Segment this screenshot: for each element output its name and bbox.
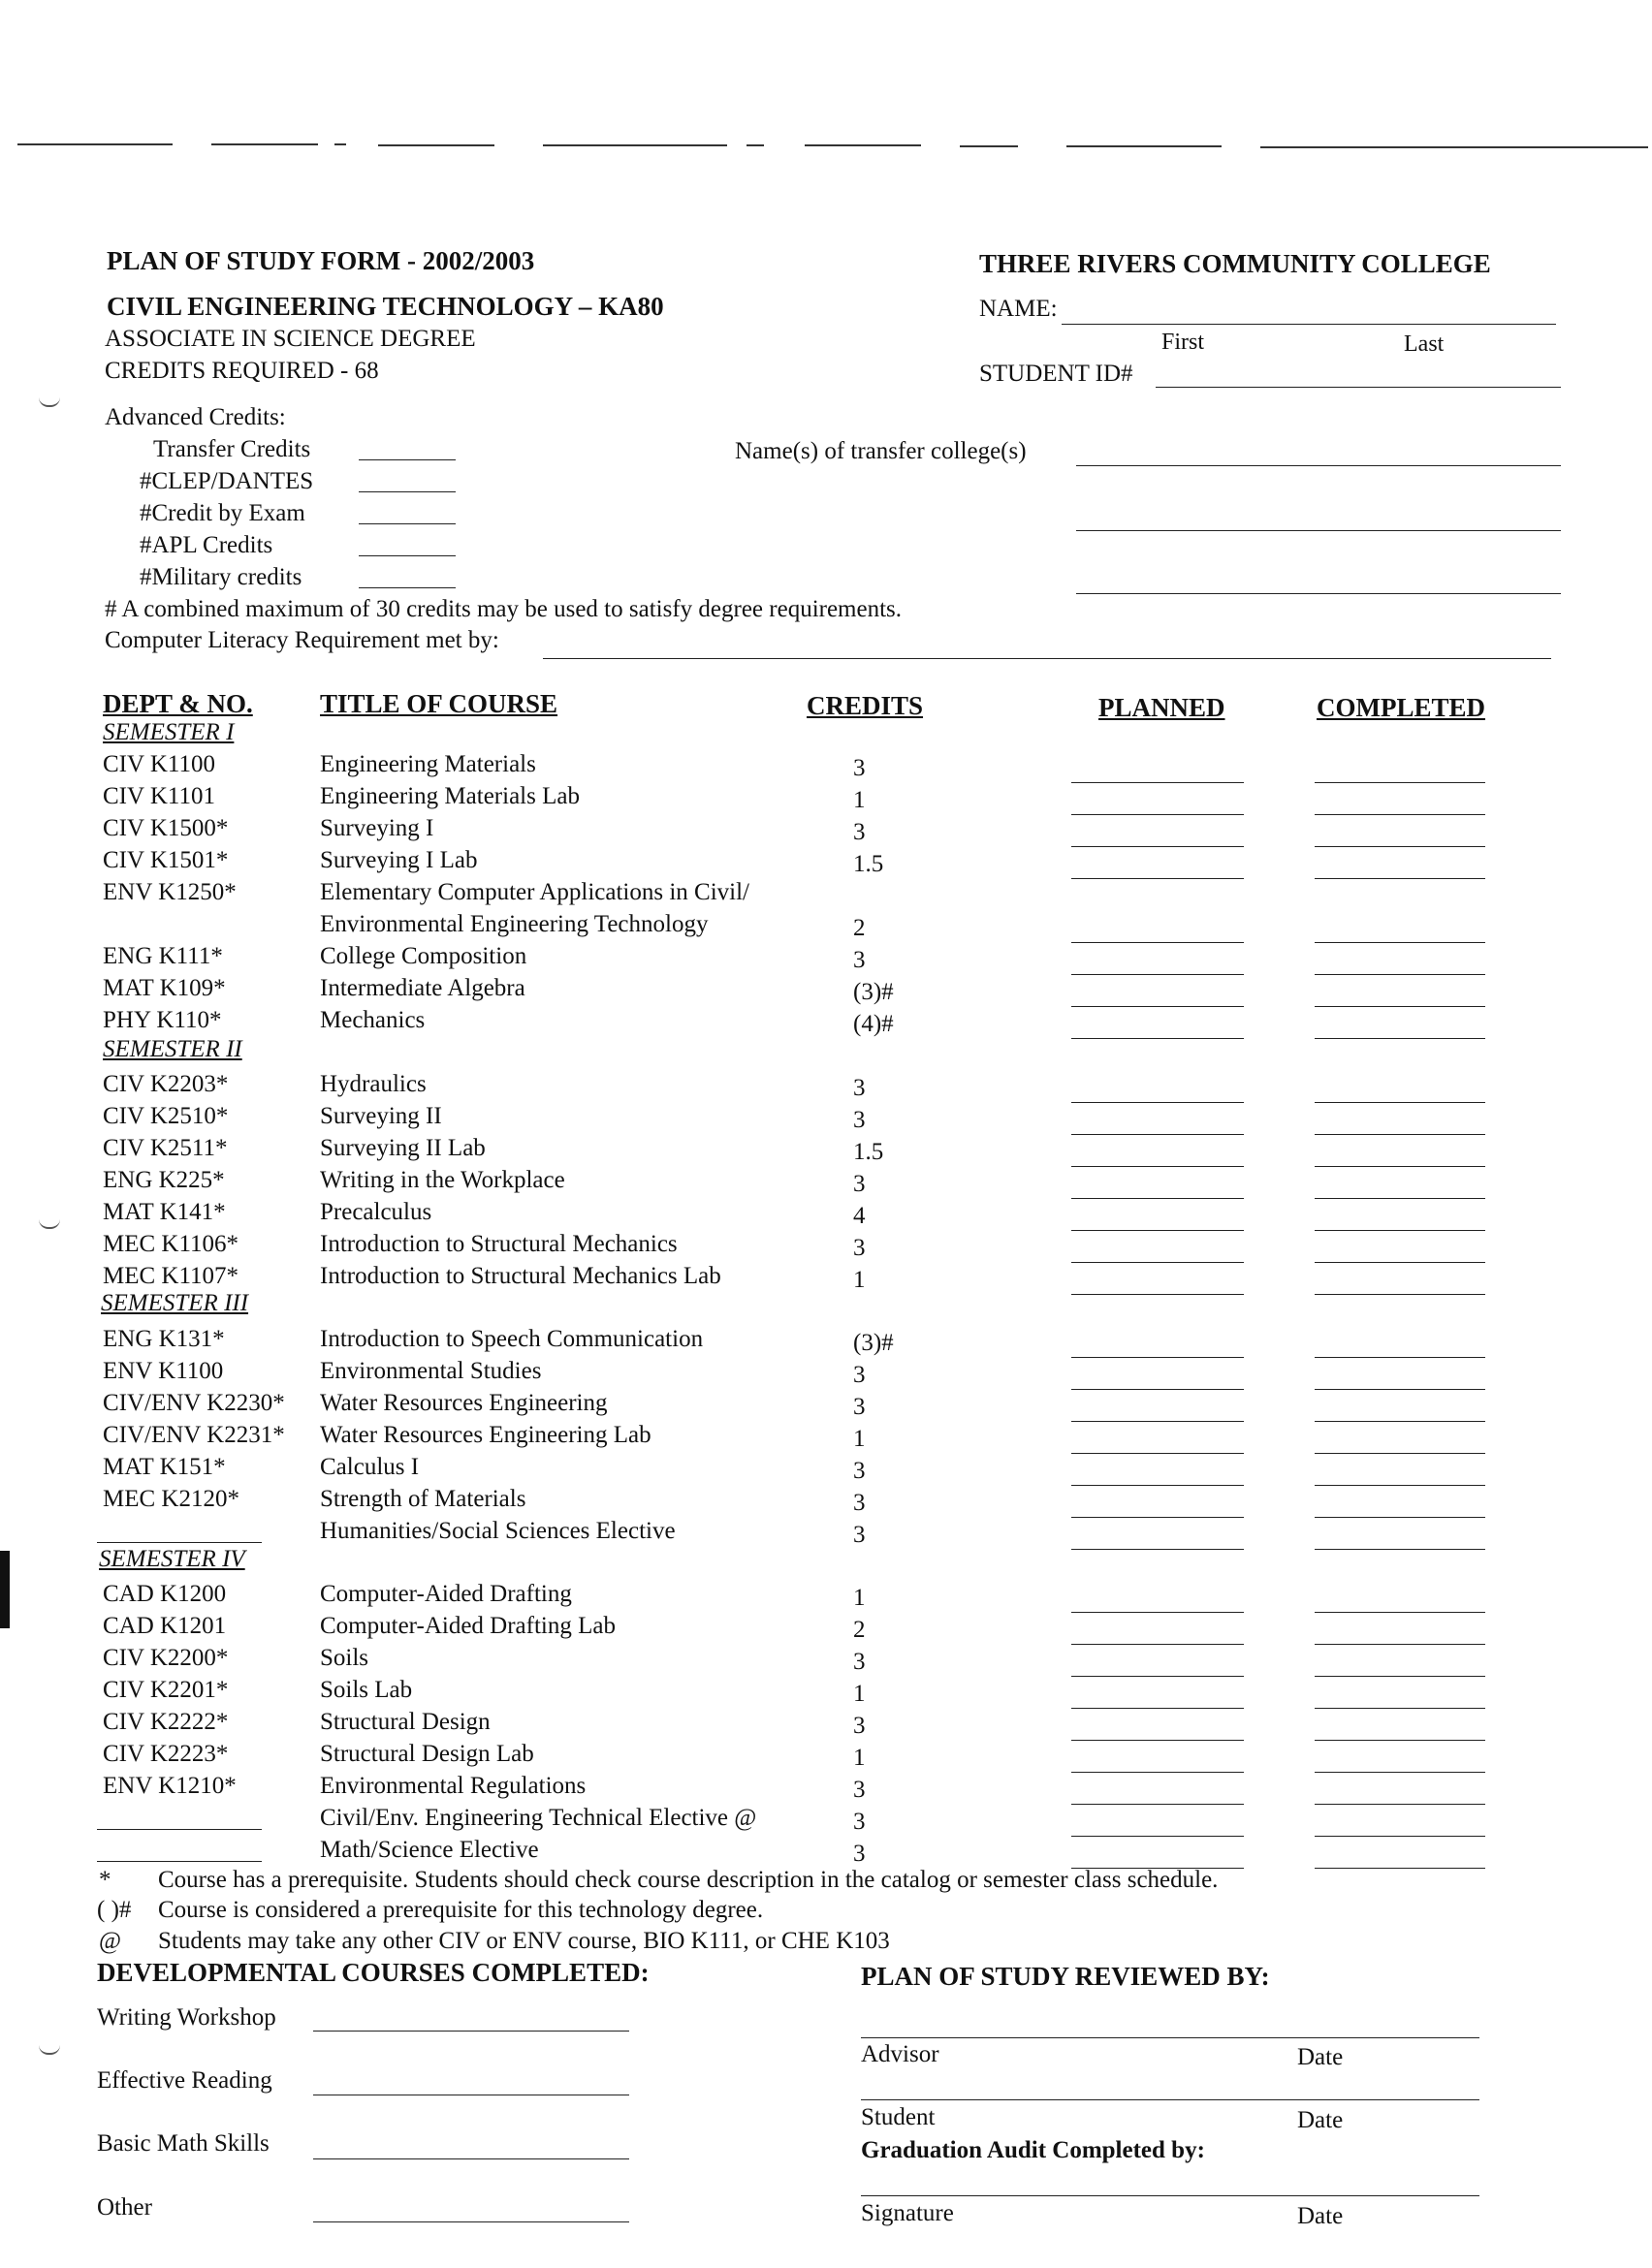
completed-field[interactable] — [1315, 1198, 1485, 1199]
completed-field[interactable] — [1315, 974, 1485, 975]
footnote-text: Course is considered a prerequisite for this technology degree. — [158, 1897, 764, 1923]
completed-field[interactable] — [1315, 1549, 1485, 1550]
completed-field[interactable] — [1315, 782, 1485, 783]
course-dept: ENG K131* — [103, 1326, 225, 1352]
completed-field[interactable] — [1315, 1421, 1485, 1422]
planned-field[interactable] — [1071, 974, 1244, 975]
combined-maximum-note: # A combined maximum of 30 credits may be used to satisfy degree requirements. — [105, 596, 903, 622]
advisor-signature-field[interactable] — [861, 2037, 1479, 2038]
transfer-college-label: Name(s) of transfer college(s) — [735, 438, 1027, 464]
course-title: Hydraulics — [320, 1071, 427, 1097]
course-credits: 1 — [853, 787, 866, 813]
course-dept: MAT K151* — [103, 1454, 226, 1480]
course-credits: 3 — [853, 1075, 866, 1101]
course-dept: CIV K2222* — [103, 1709, 229, 1735]
column-completed: COMPLETED — [1317, 693, 1486, 722]
first-name-caption: First — [1161, 330, 1205, 355]
planned-field[interactable] — [1071, 1644, 1244, 1645]
course-credits: (3)# — [853, 979, 894, 1005]
course-title-continued: Environmental Engineering Technology — [320, 911, 709, 937]
course-dept-blank-field[interactable] — [97, 1829, 262, 1830]
course-credits: 3 — [853, 1107, 866, 1133]
completed-field[interactable] — [1315, 1836, 1485, 1837]
course-credits: 3 — [853, 1490, 866, 1516]
course-title: Math/Science Elective — [320, 1837, 539, 1863]
clep-field[interactable] — [359, 491, 456, 492]
course-title: Water Resources Engineering — [320, 1390, 608, 1416]
course-dept: CIV K1100 — [103, 751, 215, 777]
course-credits: 4 — [853, 1203, 866, 1229]
student-id-field[interactable] — [1156, 387, 1561, 388]
course-title: Water Resources Engineering Lab — [320, 1422, 651, 1448]
course-dept: MAT K141* — [103, 1199, 226, 1225]
completed-field[interactable] — [1315, 1166, 1485, 1167]
completed-field[interactable] — [1315, 1134, 1485, 1135]
planned-field[interactable] — [1071, 814, 1244, 815]
course-credits: 3 — [853, 947, 866, 973]
other-label: Other — [97, 2194, 152, 2221]
course-dept: CIV K2203* — [103, 1071, 229, 1097]
semester-label: SEMESTER IV — [99, 1546, 245, 1572]
degree-label: ASSOCIATE IN SCIENCE DEGREE — [105, 326, 476, 352]
course-dept: CIV K1500* — [103, 815, 229, 841]
completed-field[interactable] — [1315, 1389, 1485, 1390]
planned-field[interactable] — [1071, 1294, 1244, 1295]
course-title: Soils Lab — [320, 1677, 413, 1703]
planned-field[interactable] — [1071, 1453, 1244, 1454]
signature-caption: Signature — [861, 2200, 954, 2226]
course-dept-blank-field[interactable] — [97, 1542, 262, 1543]
course-credits: 3 — [853, 1458, 866, 1484]
course-dept: MEC K1107* — [103, 1263, 239, 1289]
course-dept: MEC K1106* — [103, 1231, 239, 1257]
course-dept-blank-field[interactable] — [97, 1861, 262, 1862]
course-credits: 1 — [853, 1426, 866, 1452]
course-dept: CIV K1501* — [103, 847, 229, 873]
course-title: Structural Design Lab — [320, 1741, 534, 1767]
course-dept: MAT K109* — [103, 975, 226, 1001]
course-dept: ENV K1210* — [103, 1773, 237, 1799]
course-credits: 1 — [853, 1681, 866, 1707]
course-dept: CIV/ENV K2231* — [103, 1422, 285, 1448]
transfer-college-field-3[interactable] — [1076, 593, 1561, 594]
transfer-college-field-1[interactable] — [1076, 465, 1561, 466]
completed-field[interactable] — [1315, 1262, 1485, 1263]
course-credits: 3 — [853, 1777, 866, 1803]
planned-field[interactable] — [1071, 1102, 1244, 1103]
planned-field[interactable] — [1071, 1038, 1244, 1039]
course-title: Computer-Aided Drafting Lab — [320, 1613, 616, 1639]
completed-field[interactable] — [1315, 1102, 1485, 1103]
planned-field[interactable] — [1071, 1485, 1244, 1486]
review-title: PLAN OF STUDY REVIEWED BY: — [861, 1962, 1270, 1991]
program-name: CIVIL ENGINEERING TECHNOLOGY – KA80 — [107, 292, 664, 321]
course-title: Introduction to Structural Mechanics — [320, 1231, 678, 1257]
completed-field[interactable] — [1315, 1804, 1485, 1805]
course-title: Precalculus — [320, 1199, 432, 1225]
course-title: Environmental Studies — [320, 1358, 542, 1384]
planned-field[interactable] — [1071, 1836, 1244, 1837]
course-title: Soils — [320, 1645, 369, 1671]
completed-field[interactable] — [1315, 1676, 1485, 1677]
name-field[interactable] — [1062, 324, 1556, 325]
course-credits: 3 — [853, 1841, 866, 1867]
course-dept: MEC K2120* — [103, 1486, 239, 1512]
course-credits: 2 — [853, 915, 866, 941]
course-credits: 2 — [853, 1617, 866, 1643]
course-dept: CAD K1201 — [103, 1613, 227, 1639]
developmental-title: DEVELOPMENTAL COURSES COMPLETED: — [97, 1958, 650, 1987]
name-label: NAME: — [979, 296, 1058, 322]
course-title: Humanities/Social Sciences Elective — [320, 1518, 676, 1544]
completed-field[interactable] — [1315, 1038, 1485, 1039]
course-dept: ENG K225* — [103, 1167, 225, 1193]
completed-field[interactable] — [1315, 846, 1485, 847]
column-credits: CREDITS — [807, 691, 924, 720]
footnote-symbol: @ — [99, 1928, 122, 1954]
planned-field[interactable] — [1071, 1134, 1244, 1135]
course-credits: 1.5 — [853, 1139, 884, 1165]
course-credits: (3)# — [853, 1330, 894, 1356]
course-title: Computer-Aided Drafting — [320, 1581, 572, 1607]
completed-field[interactable] — [1315, 1644, 1485, 1645]
completed-field[interactable] — [1315, 1453, 1485, 1454]
transfer-credits-label: Transfer Credits — [153, 436, 311, 462]
course-credits: 1.5 — [853, 851, 884, 877]
column-title: TITLE OF COURSE — [320, 689, 558, 718]
scan-edge-mark — [0, 1551, 10, 1628]
planned-field[interactable] — [1071, 1166, 1244, 1167]
graduation-audit-title: Graduation Audit Completed by: — [861, 2137, 1205, 2163]
completed-field[interactable] — [1315, 1485, 1485, 1486]
apl-credits-field[interactable] — [359, 555, 456, 556]
footnote-text: Course has a prerequisite. Students should check course description in the catalog or semester class schedule. — [158, 1867, 1219, 1893]
course-title: Surveying II Lab — [320, 1135, 486, 1161]
planned-field[interactable] — [1071, 1198, 1244, 1199]
course-credits: 3 — [853, 819, 866, 845]
writing-workshop-label: Writing Workshop — [97, 2004, 276, 2031]
course-dept: CIV K2511* — [103, 1135, 228, 1161]
planned-field[interactable] — [1071, 1389, 1244, 1390]
course-credits: 3 — [853, 1713, 866, 1739]
completed-field[interactable] — [1315, 942, 1485, 943]
planned-field[interactable] — [1071, 846, 1244, 847]
footnote-symbol: ( )# — [97, 1897, 132, 1923]
credit-by-exam-label: #Credit by Exam — [140, 500, 305, 526]
planned-field[interactable] — [1071, 1006, 1244, 1007]
course-dept: CIV K1101 — [103, 783, 215, 809]
course-title: Surveying II — [320, 1103, 442, 1129]
course-dept: CIV K2201* — [103, 1677, 229, 1703]
completed-field[interactable] — [1315, 1612, 1485, 1613]
course-title: Introduction to Speech Communication — [320, 1326, 704, 1352]
apl-credits-label: #APL Credits — [140, 532, 273, 558]
course-dept: CIV K2200* — [103, 1645, 229, 1671]
planned-field[interactable] — [1071, 1676, 1244, 1677]
computer-literacy-field[interactable] — [543, 658, 1551, 659]
planned-field[interactable] — [1071, 1740, 1244, 1741]
course-title: Introduction to Structural Mechanics Lab — [320, 1263, 721, 1289]
binding-mark — [39, 1219, 60, 1229]
planned-field[interactable] — [1071, 1517, 1244, 1518]
footnote-symbol: * — [99, 1867, 111, 1893]
completed-field[interactable] — [1315, 1740, 1485, 1741]
semester-label: SEMESTER II — [103, 1036, 242, 1062]
course-credits: 1 — [853, 1267, 866, 1293]
other-field[interactable] — [313, 2221, 629, 2222]
course-credits: 1 — [853, 1585, 866, 1611]
semester-label: SEMESTER III — [101, 1290, 249, 1316]
course-credits: 3 — [853, 1171, 866, 1197]
course-credits: 3 — [853, 1649, 866, 1675]
audit-date-caption: Date — [1297, 2203, 1344, 2229]
course-credits: 3 — [853, 755, 866, 781]
planned-field[interactable] — [1071, 1230, 1244, 1231]
transfer-college-field-2[interactable] — [1076, 530, 1561, 531]
completed-field[interactable] — [1315, 814, 1485, 815]
completed-field[interactable] — [1315, 1868, 1485, 1869]
course-credits: 3 — [853, 1362, 866, 1388]
military-credits-field[interactable] — [359, 587, 456, 588]
course-credits: 3 — [853, 1394, 866, 1420]
planned-field[interactable] — [1071, 1421, 1244, 1422]
course-dept: ENG K111* — [103, 943, 223, 969]
planned-field[interactable] — [1071, 1357, 1244, 1358]
course-dept: CIV/ENV K2230* — [103, 1390, 285, 1416]
column-dept: DEPT & NO. — [103, 689, 253, 718]
transfer-credits-field[interactable] — [359, 459, 456, 460]
course-title: College Composition — [320, 943, 527, 969]
planned-field[interactable] — [1071, 1804, 1244, 1805]
course-dept: ENV K1100 — [103, 1358, 224, 1384]
completed-field[interactable] — [1315, 1708, 1485, 1709]
course-title: Structural Design — [320, 1709, 491, 1735]
course-credits: (4)# — [853, 1011, 894, 1037]
semester-label: SEMESTER I — [103, 719, 235, 745]
course-credits: 1 — [853, 1745, 866, 1771]
course-dept: ENV K1250* — [103, 879, 237, 905]
course-credits: 3 — [853, 1809, 866, 1835]
credits-required: CREDITS REQUIRED - 68 — [105, 358, 379, 384]
basic-math-label: Basic Math Skills — [97, 2130, 270, 2157]
course-dept: PHY K110* — [103, 1007, 222, 1033]
effective-reading-label: Effective Reading — [97, 2067, 272, 2094]
course-title: Surveying I Lab — [320, 847, 478, 873]
college-name: THREE RIVERS COMMUNITY COLLEGE — [979, 249, 1491, 278]
form-title: PLAN OF STUDY FORM - 2002/2003 — [107, 246, 535, 275]
course-title: Civil/Env. Engineering Technical Elective @ — [320, 1805, 757, 1831]
student-id-label: STUDENT ID# — [979, 361, 1133, 387]
course-dept: CAD K1200 — [103, 1581, 227, 1607]
planned-field[interactable] — [1071, 878, 1244, 879]
completed-field[interactable] — [1315, 878, 1485, 879]
clep-label: #CLEP/DANTES — [140, 468, 314, 494]
planned-field[interactable] — [1071, 1772, 1244, 1773]
student-signature-field[interactable] — [861, 2099, 1479, 2100]
course-title: Environmental Regulations — [320, 1773, 587, 1799]
advanced-credits-title: Advanced Credits: — [105, 404, 286, 430]
planned-field[interactable] — [1071, 1549, 1244, 1550]
planned-field[interactable] — [1071, 1708, 1244, 1709]
course-title: Writing in the Workplace — [320, 1167, 565, 1193]
completed-field[interactable] — [1315, 1230, 1485, 1231]
binding-mark — [39, 2045, 60, 2055]
course-credits: 3 — [853, 1235, 866, 1261]
course-title: Engineering Materials Lab — [320, 783, 580, 809]
footnote-text: Students may take any other CIV or ENV course, BIO K111, or CHE K103 — [158, 1928, 890, 1954]
student-date-caption: Date — [1297, 2107, 1344, 2133]
writing-workshop-field[interactable] — [313, 2031, 629, 2032]
course-title: Surveying I — [320, 815, 434, 841]
course-title: Calculus I — [320, 1454, 420, 1480]
student-caption: Student — [861, 2104, 936, 2130]
course-credits: 3 — [853, 1522, 866, 1548]
planned-field[interactable] — [1071, 1612, 1244, 1613]
planned-field[interactable] — [1071, 782, 1244, 783]
column-planned: PLANNED — [1098, 693, 1225, 722]
credit-by-exam-field[interactable] — [359, 523, 456, 524]
advisor-date-caption: Date — [1297, 2044, 1344, 2070]
course-dept: CIV K2223* — [103, 1741, 229, 1767]
completed-field[interactable] — [1315, 1006, 1485, 1007]
completed-field[interactable] — [1315, 1517, 1485, 1518]
advisor-caption: Advisor — [861, 2041, 939, 2067]
planned-field[interactable] — [1071, 942, 1244, 943]
course-title: Mechanics — [320, 1007, 426, 1033]
last-name-caption: Last — [1404, 331, 1445, 357]
military-credits-label: #Military credits — [140, 564, 302, 590]
computer-literacy-label: Computer Literacy Requirement met by: — [105, 627, 499, 653]
course-title: Intermediate Algebra — [320, 975, 525, 1001]
completed-field[interactable] — [1315, 1294, 1485, 1295]
course-title: Engineering Materials — [320, 751, 536, 777]
audit-signature-field[interactable] — [861, 2195, 1479, 2196]
basic-math-field[interactable] — [313, 2158, 629, 2159]
course-title: Elementary Computer Applications in Civil/ — [320, 879, 749, 905]
binding-mark — [39, 397, 60, 407]
planned-field[interactable] — [1071, 1262, 1244, 1263]
completed-field[interactable] — [1315, 1772, 1485, 1773]
course-title: Strength of Materials — [320, 1486, 526, 1512]
completed-field[interactable] — [1315, 1357, 1485, 1358]
course-dept: CIV K2510* — [103, 1103, 229, 1129]
